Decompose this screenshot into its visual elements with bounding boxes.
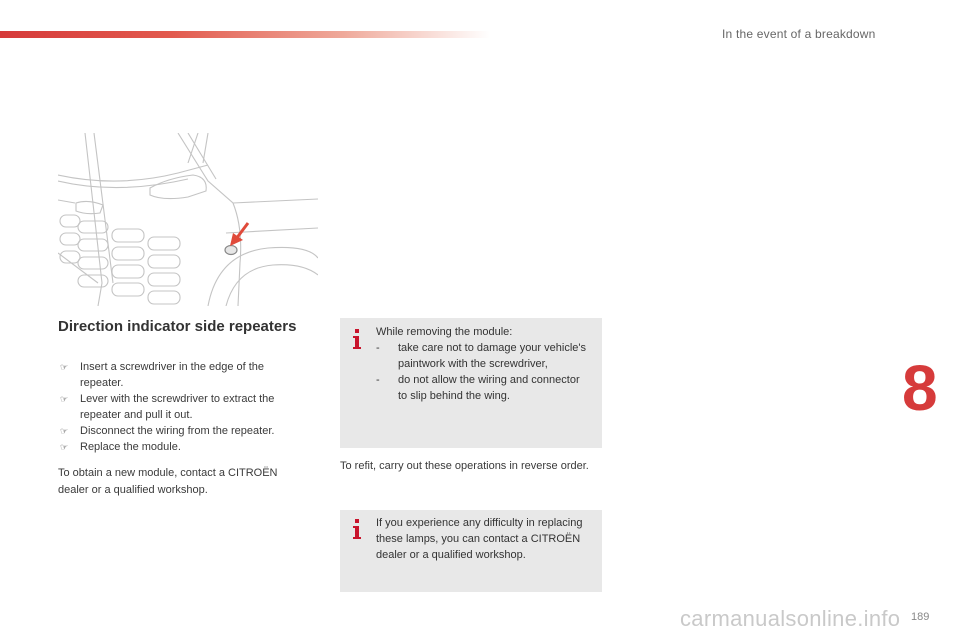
- pointing-hand-icon: ☞: [60, 362, 69, 372]
- obtain-module-text: To obtain a new module, contact a CITROËN dealer or a qualified workshop.: [58, 467, 278, 496]
- page-number: 189: [911, 611, 930, 623]
- list-item: ☞ Disconnect the wiring from the repeater.: [60, 425, 275, 437]
- pointing-hand-icon: ☞: [60, 442, 69, 452]
- info-intro: While removing the module:: [376, 326, 513, 338]
- refit-text: To refit, carry out these operations in reverse order.: [340, 460, 589, 472]
- chapter-number: 8: [902, 352, 938, 424]
- page-heading: Direction indicator side repeaters: [58, 318, 297, 335]
- list-item: ☞ Insert a screwdriver in the edge of the repeater.: [60, 361, 265, 389]
- pointing-hand-icon: ☞: [60, 426, 69, 436]
- list-item: ☞ Replace the module.: [60, 441, 181, 453]
- instruction-steps: [58, 359, 308, 455]
- watermark: carmanualsonline.info: [680, 606, 901, 631]
- info-icon: [352, 518, 362, 540]
- list-item: - do not allow the wiring and connector to slip behind the wing.: [376, 374, 580, 402]
- pointing-hand-icon: ☞: [60, 394, 69, 404]
- car-side-repeater-illustration: [58, 133, 318, 306]
- info-difficulty-text: If you experience any difficulty in replacing these lamps, you can contact a CITROËN dealer or a qualified workshop.: [376, 517, 583, 561]
- header-accent-bar: [0, 31, 490, 38]
- info-box-difficulty: [340, 510, 602, 592]
- list-item: - take care not to damage your vehicle's paintwork with the screwdriver,: [376, 342, 586, 370]
- info-icon: [352, 328, 362, 350]
- list-item: ☞ Lever with the screwdriver to extract the repeater and pull it out.: [60, 393, 275, 421]
- section-title: In the event of a breakdown: [722, 27, 876, 41]
- info-box-removal: [340, 318, 602, 448]
